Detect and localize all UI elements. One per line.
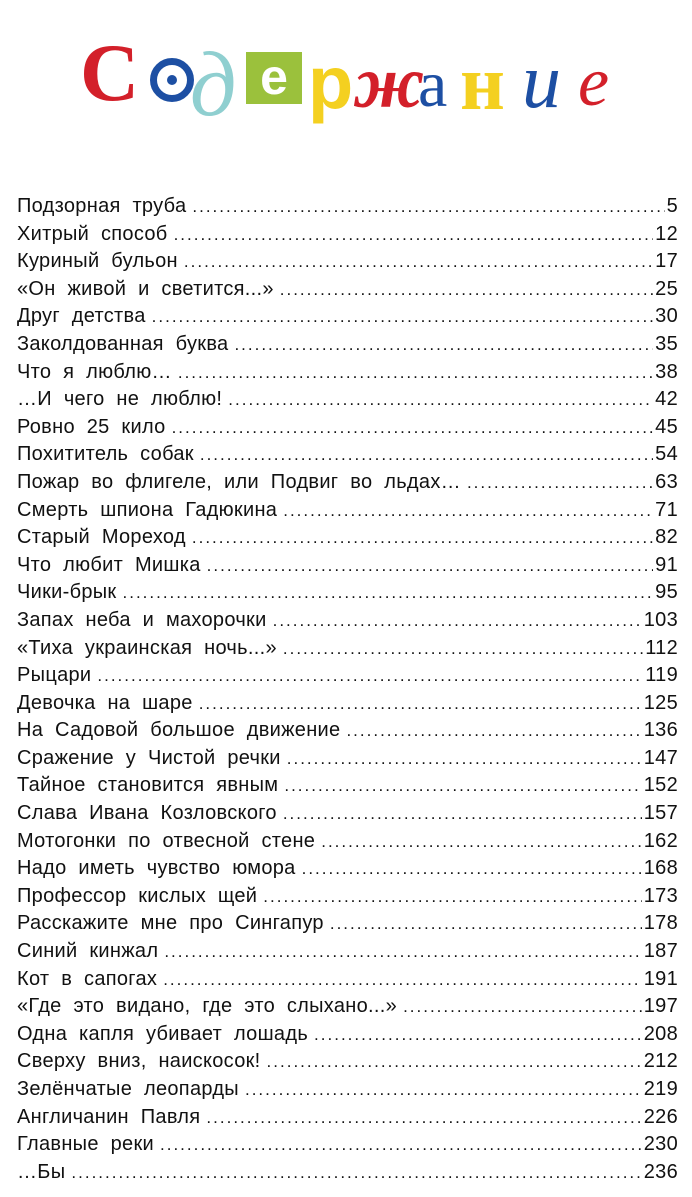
toc-entry[interactable] <box>17 359 678 387</box>
toc-entry-title: Старый Мореход <box>17 526 186 549</box>
dot-leader <box>192 524 653 552</box>
toc-entry-title: Рыцари <box>17 664 92 687</box>
toc-entry-title: Одна капля убивает лошадь <box>17 1022 309 1045</box>
toc-entry[interactable] <box>17 635 678 663</box>
toc-entry-page: 82 <box>655 526 678 549</box>
dot-leader <box>163 966 642 994</box>
dot-leader <box>178 359 653 387</box>
dot-leader <box>263 883 641 911</box>
toc-entry-title: На Садовой большое движение <box>17 719 341 742</box>
toc-entry[interactable] <box>17 248 678 276</box>
toc-entry[interactable] <box>17 524 678 552</box>
toc-entry-page: 191 <box>643 967 678 990</box>
toc-entry[interactable] <box>17 497 678 525</box>
toc-entry[interactable] <box>17 800 678 828</box>
toc-entry[interactable] <box>17 690 678 718</box>
toc-entry-title: Что любит Мишка <box>17 553 201 576</box>
toc-entry-page: 236 <box>643 1160 678 1183</box>
toc-entry-page: 173 <box>643 884 678 907</box>
title-letter: н <box>460 39 505 126</box>
toc-entry-page: 178 <box>643 912 678 935</box>
dot-leader <box>245 1076 642 1104</box>
toc-entry[interactable] <box>17 276 678 304</box>
toc-entry[interactable] <box>17 855 678 883</box>
toc-entry-page: 103 <box>643 608 678 631</box>
toc-entry-page: 30 <box>655 305 678 328</box>
toc-entry-title: Слава Ивана Козловского <box>17 802 277 825</box>
toc-entry-page: 45 <box>655 415 678 438</box>
toc-entry-title: Сверху вниз, наискосок! <box>17 1050 261 1073</box>
toc-entry-title: Надо иметь чувство юмора <box>17 857 296 880</box>
dot-leader <box>97 662 643 690</box>
toc-entry-title: «Где это видано, где это слыхано...» <box>17 995 398 1018</box>
dot-leader <box>184 248 653 276</box>
toc-entry-page: 63 <box>655 470 678 493</box>
dot-leader <box>283 800 642 828</box>
toc-entry[interactable] <box>17 993 678 1021</box>
toc-entry-page: 17 <box>655 250 678 273</box>
toc-entry-title: Синий кинжал <box>17 940 159 963</box>
toc-entry-title: Мотогонки по отвесной стене <box>17 829 316 852</box>
toc-entry-page: 152 <box>643 774 678 797</box>
toc-entry[interactable] <box>17 193 678 221</box>
dot-leader <box>206 1104 641 1132</box>
dot-leader <box>283 635 643 663</box>
dot-leader <box>207 552 653 580</box>
dot-leader <box>228 386 653 414</box>
toc-entry-title: …Бы <box>17 1160 66 1183</box>
toc-entry-page: 147 <box>643 746 678 769</box>
toc-entry-page: 95 <box>655 581 678 604</box>
table-of-contents <box>17 193 678 1186</box>
toc-entry[interactable] <box>17 579 678 607</box>
toc-entry-page: 35 <box>655 332 678 355</box>
title-letter: д <box>190 33 237 135</box>
toc-entry-title: Друг детства <box>17 305 146 328</box>
eye-pupil <box>167 75 177 85</box>
toc-entry-page: 136 <box>643 719 678 742</box>
toc-entry-title: Зелёнчатые леопарды <box>17 1078 239 1100</box>
toc-entry-page: 91 <box>655 553 678 576</box>
dot-leader <box>123 579 654 607</box>
toc-entry[interactable] <box>17 1104 678 1132</box>
title-letter: е <box>578 44 610 121</box>
title-letter: е <box>246 52 302 104</box>
toc-entry[interactable] <box>17 1131 678 1159</box>
dot-leader <box>346 717 641 745</box>
toc-entry[interactable] <box>17 331 678 359</box>
toc-entry[interactable] <box>17 883 678 911</box>
title-letter: и <box>522 37 561 124</box>
toc-entry-title: Хитрый способ <box>17 222 168 245</box>
dot-leader <box>302 855 642 883</box>
toc-entry-title: Ровно 25 кило <box>17 415 166 438</box>
dot-leader <box>174 221 654 249</box>
toc-entry[interactable] <box>17 1021 678 1049</box>
toc-entry[interactable] <box>17 910 678 938</box>
page-title <box>78 12 638 142</box>
dot-leader <box>199 690 642 718</box>
toc-entry-page: 168 <box>643 857 678 880</box>
toc-entry-page: 208 <box>643 1022 678 1045</box>
title-letter: С <box>80 27 140 118</box>
dot-leader <box>321 828 641 856</box>
toc-entry-title: Смерть шпиона Гадюкина <box>17 498 278 521</box>
dot-leader <box>330 910 642 938</box>
toc-entry-page: 5 <box>666 195 678 217</box>
toc-entry[interactable] <box>17 469 678 497</box>
toc-entry-page: 162 <box>643 829 678 852</box>
dot-leader <box>280 276 653 304</box>
dot-leader <box>164 938 641 966</box>
toc-entry-title: Подзорная труба <box>17 195 187 217</box>
toc-entry-title: Профессор кислых щей <box>17 884 258 907</box>
toc-entry[interactable] <box>17 662 678 690</box>
toc-entry-title: «Тиха украинская ночь...» <box>17 636 277 659</box>
dot-leader <box>192 193 664 221</box>
toc-entry-page: 119 <box>645 664 678 687</box>
title-letter: а <box>418 48 448 121</box>
toc-entry-title: Заколдованная буква <box>17 332 229 355</box>
toc-entry[interactable] <box>17 966 678 994</box>
toc-entry[interactable] <box>17 772 678 800</box>
title-letter-eye-icon <box>150 58 194 102</box>
dot-leader <box>287 745 642 773</box>
toc-entry-title: Девочка на шаре <box>17 691 193 714</box>
toc-entry[interactable] <box>17 1159 678 1187</box>
toc-entry[interactable] <box>17 607 678 635</box>
toc-entry[interactable] <box>17 717 678 745</box>
toc-entry-page: 54 <box>655 443 678 466</box>
toc-entry[interactable] <box>17 745 678 773</box>
toc-entry-page: 212 <box>643 1050 678 1073</box>
toc-entry-page: 226 <box>643 1105 678 1128</box>
dot-leader <box>172 414 654 442</box>
toc-entry-page: 42 <box>655 388 678 411</box>
dot-leader <box>152 303 653 331</box>
toc-entry-title: Англичанин Павля <box>17 1105 201 1128</box>
toc-entry-page: 219 <box>643 1078 678 1100</box>
dot-leader <box>267 1048 642 1076</box>
toc-entry-page: 12 <box>655 222 678 245</box>
toc-entry-page: 38 <box>655 360 678 383</box>
toc-entry[interactable] <box>17 938 678 966</box>
title-letter: ж <box>354 42 425 124</box>
toc-entry-title: Что я люблю… <box>17 360 172 383</box>
title-letter: р <box>308 41 354 124</box>
toc-entry[interactable] <box>17 221 678 249</box>
toc-entry[interactable] <box>17 1048 678 1076</box>
toc-entry-page: 112 <box>645 636 678 659</box>
toc-entry[interactable] <box>17 303 678 331</box>
toc-entry-title: Тайное становится явным <box>17 774 279 797</box>
toc-entry[interactable] <box>17 386 678 414</box>
dot-leader <box>314 1021 642 1049</box>
toc-entry[interactable] <box>17 1076 678 1104</box>
toc-entry-page: 125 <box>643 691 678 714</box>
dot-leader <box>273 607 642 635</box>
toc-entry-title: Расскажите мне про Сингапур <box>17 912 324 935</box>
dot-leader <box>283 497 653 525</box>
toc-entry-title: Главные реки <box>17 1133 154 1156</box>
toc-entry-title: Сражение у Чистой речки <box>17 746 281 769</box>
toc-entry-page: 71 <box>655 498 678 521</box>
toc-entry-title: Куриный бульон <box>17 250 178 273</box>
toc-entry-title: Запах неба и махорочки <box>17 608 267 631</box>
toc-entry-title: «Он живой и светится...» <box>17 277 274 300</box>
toc-entry-page: 25 <box>655 277 678 300</box>
toc-entry-title: Похититель собак <box>17 443 194 466</box>
toc-entry-page: 157 <box>643 802 678 825</box>
dot-leader <box>200 441 653 469</box>
toc-entry[interactable] <box>17 552 678 580</box>
toc-entry-page: 197 <box>643 995 678 1018</box>
toc-entry[interactable] <box>17 414 678 442</box>
dot-leader <box>467 469 653 497</box>
toc-entry[interactable] <box>17 441 678 469</box>
toc-entry[interactable] <box>17 828 678 856</box>
toc-entry-page: 230 <box>643 1133 678 1156</box>
toc-entry-title: Пожар во флигеле, или Подвиг во льдах… <box>17 470 461 493</box>
toc-entry-page: 187 <box>643 940 678 963</box>
toc-entry-title: Кот в сапогах <box>17 967 158 990</box>
dot-leader <box>160 1131 642 1159</box>
dot-leader <box>71 1159 641 1187</box>
dot-leader <box>403 993 642 1021</box>
toc-entry-title: …И чего не люблю! <box>17 388 223 411</box>
dot-leader <box>234 331 653 359</box>
dot-leader <box>284 772 641 800</box>
toc-entry-title: Чики-брык <box>17 581 117 604</box>
